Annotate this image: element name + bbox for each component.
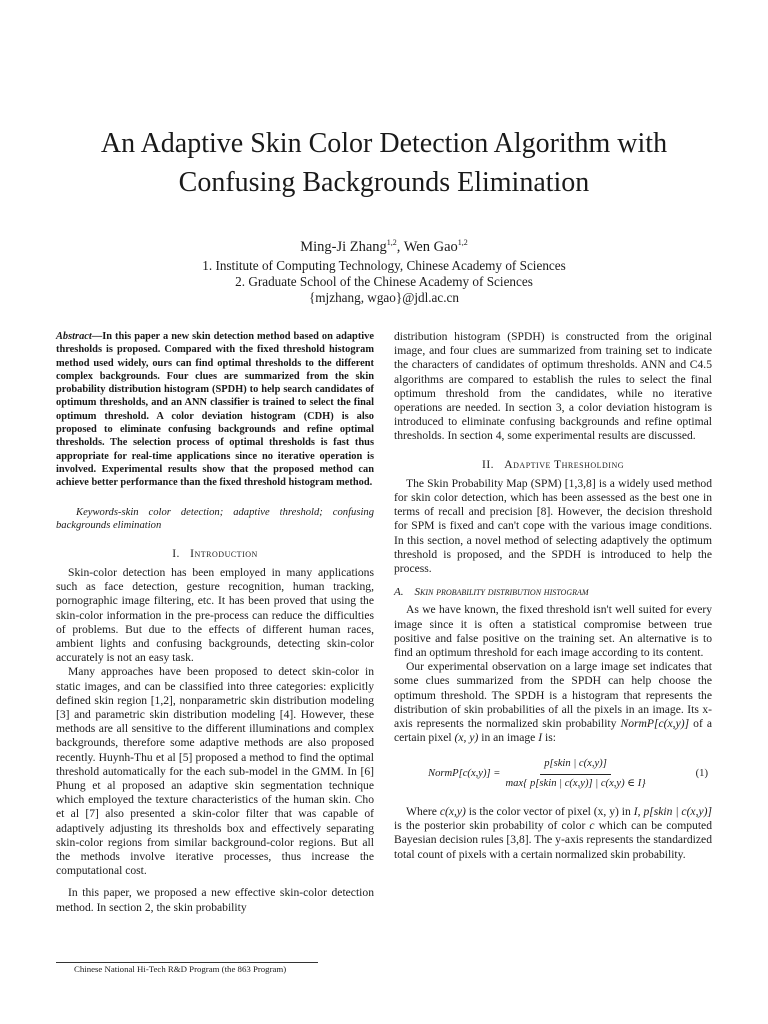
author-email: {mjzhang, wgao}@jdl.ac.cn xyxy=(308,289,460,305)
affiliation-1: 1. Institute of Computing Technology, Chinese Academy of Sciences xyxy=(202,257,566,273)
abstract xyxy=(56,330,374,490)
math-cxy: c(x,y) xyxy=(439,804,466,818)
section-heading-introduction xyxy=(56,547,374,561)
equation-1 xyxy=(394,757,712,790)
section-title: Introduction xyxy=(190,546,258,560)
title-line-2: Confusing Backgrounds Elimination xyxy=(178,167,590,198)
spdh-paragraph-2-text: Our experimental observation on a large image set indicates that some clues summarized from the SPDH can help choose the optimum threshold. The SPDH is a histogram that represents the distribution of skin probabilities of all the pixels in an image. Its x-axis represents the normalized skin probability xyxy=(394,660,712,731)
abstract-label: Abstract xyxy=(56,331,92,342)
where-text-d: which can be computed Bayesian decision rules [3,8]. The y-axis represents the standardized total count of pixels with a certain normalized skin probability. xyxy=(394,819,712,861)
author-2-affiliation: 1,2 xyxy=(457,238,468,247)
author-1: Ming-Ji Zhang xyxy=(300,238,387,255)
section-number: I. xyxy=(172,546,180,560)
adaptive-paragraph-1: The Skin Probability Map (SPM) [1,3,8] is a widely used method for skin color detection, which has been assessed as the best one in terms of recall and precision [8]. However, the decision threshold for SPM is fixed and can't cope with the various image conditions. In this section, a novel method of selecting adaptively the optimum threshold is proposed, and the SPDH is introduced to help the process. xyxy=(394,476,712,576)
where-text-b: is the color vector of pixel (x, y) in xyxy=(465,804,634,818)
where-text-c: is the posterior skin probability of color xyxy=(394,819,590,833)
math-normp: NormP[c(x,y)] xyxy=(620,717,690,731)
where-paragraph xyxy=(394,805,712,862)
author-names xyxy=(300,235,468,255)
math-xy: (x, y) xyxy=(454,731,479,745)
equation-lhs: NormP[c(x,y)] = xyxy=(428,768,501,780)
text-of-pixel: of a certain pixel xyxy=(394,717,712,745)
right-column xyxy=(394,330,712,862)
title-line-1: An Adaptive Skin Color Detection Algorithm with xyxy=(100,128,668,159)
footnote: Chinese National Hi-Tech R&D Program (the 863 Program) xyxy=(74,964,287,974)
spdh-paragraph-1: As we have known, the fixed threshold isn't well suited for every image since it is often a statistical compromise between true positive and false positive on the training set. An alternative is to find an optimum threshold for each image according to its content. xyxy=(394,603,712,660)
equation-denominator: max{ p[skin | c(x,y)] | c(x,y) ∈ I} xyxy=(505,777,646,789)
intro-paragraph-2: Many approaches have been proposed to detect skin-color in static images, and can be classified into three categories: explicitly defined skin region [1,2], nonparametric skin distribution modeling [3] and parametric skin distribution modeling [4]. However, these methods are all sensitive to the different illuminations and complex backgrounds, therefore some adaptive methods are also proposed recently. Huynh-Thu et al [5] proposed a method to find the optimal threshold automatically for the each sub-model in the GMM. In [6] Phung et al proposed an adaptive skin segmentation technique which employed the texture characteristics of the human skin. Cho et al [7] also presented a skin-color filter that was capable of adaptively adjusting its thresholds box and effectively separating skin-color regions from similar background-color regions. But all the methods involve iterative processes, thus increase the computational cost. xyxy=(56,665,374,878)
section-heading-adaptive-thresholding xyxy=(394,458,712,472)
text-is: is: xyxy=(542,731,556,745)
section-number: II. xyxy=(481,457,495,471)
equation-fraction xyxy=(505,757,645,790)
math-I: I xyxy=(538,731,543,745)
where-text-a: Where xyxy=(406,804,440,818)
subsection-title: Skin probability distribution histogram xyxy=(414,586,589,599)
equation-number: (1) xyxy=(695,768,708,780)
keywords: Keywords-skin color detection; adaptive threshold; confusing backgrounds elimination xyxy=(56,506,374,532)
intro-paragraph-3: In this paper, we proposed a new effective skin-color detection method. In section 2, the skin probability xyxy=(56,886,374,914)
math-c: c xyxy=(589,819,595,833)
subsection-heading-spdh xyxy=(394,585,712,599)
intro-continued-paragraph: distribution histogram (SPDH) is constructed from the original image, and four clues are summarized from training set to indicate the characters of candidates of optimum thresholds. ANN and C4.5 algorithms are compared to establish the rules to select the final optimum threshold from the candidates, while no iterative operations are needed. In section 3, a color deviation histogram is introduced to eliminate confusing backgrounds and refine optimal thresholds. In section 4, some experimental results are discussed. xyxy=(394,330,712,443)
abstract-text: —In this paper a new skin detection method based on adaptive thresholds is proposed. Compared with the fixed threshold histogram method used widely, ours can find optimal thresholds to the different complex backgrounds. Four clues are summarized from the skin probability distribution histogram (SPDH) to help search candidates of optimum thresholds, and an ANN classifier is trained to select the final optimum threshold. A color deviation histogram (CDH) is also proposed to eliminate confusing backgrounds and refine optimal thresholds. The selection process of optimal thresholds is fast thus appropriate for real-time applications since no iterative operation is involved. Experimental results show that the proposed method can achieve better performance than the fixed threshold histogram method. xyxy=(56,331,374,489)
affiliation-2: 2. Graduate School of the Chinese Academy of Sciences xyxy=(235,273,533,289)
author-1-affiliation: 1,2 xyxy=(386,238,397,247)
paper-title xyxy=(0,124,768,202)
subsection-label: A. xyxy=(394,586,404,599)
author-block xyxy=(0,235,768,306)
text-in-image: in an image xyxy=(478,731,539,745)
spdh-paragraph-2 xyxy=(394,660,712,745)
math-I-2: I, xyxy=(633,804,641,818)
equation-numerator: p[skin | c(x,y)] xyxy=(540,757,611,774)
section-title: Adaptive Thresholding xyxy=(504,457,625,471)
intro-paragraph-1: Skin-color detection has been employed in many applications such as face detection, gesture recognition, human tracking, pornographic image filtering, etc. It has been proved that using the skin-color information in the pre-process can reduce the difficulties of problems. But due to the effects of different human races, ambient lights and confusing backgrounds, detecting skin-color accurately is not an easy task. xyxy=(56,565,374,665)
left-column xyxy=(56,330,374,915)
author-2: , Wen Gao xyxy=(396,238,458,255)
footnote-rule xyxy=(56,962,318,963)
math-pskin: p[skin | c(x,y)] xyxy=(643,804,713,818)
